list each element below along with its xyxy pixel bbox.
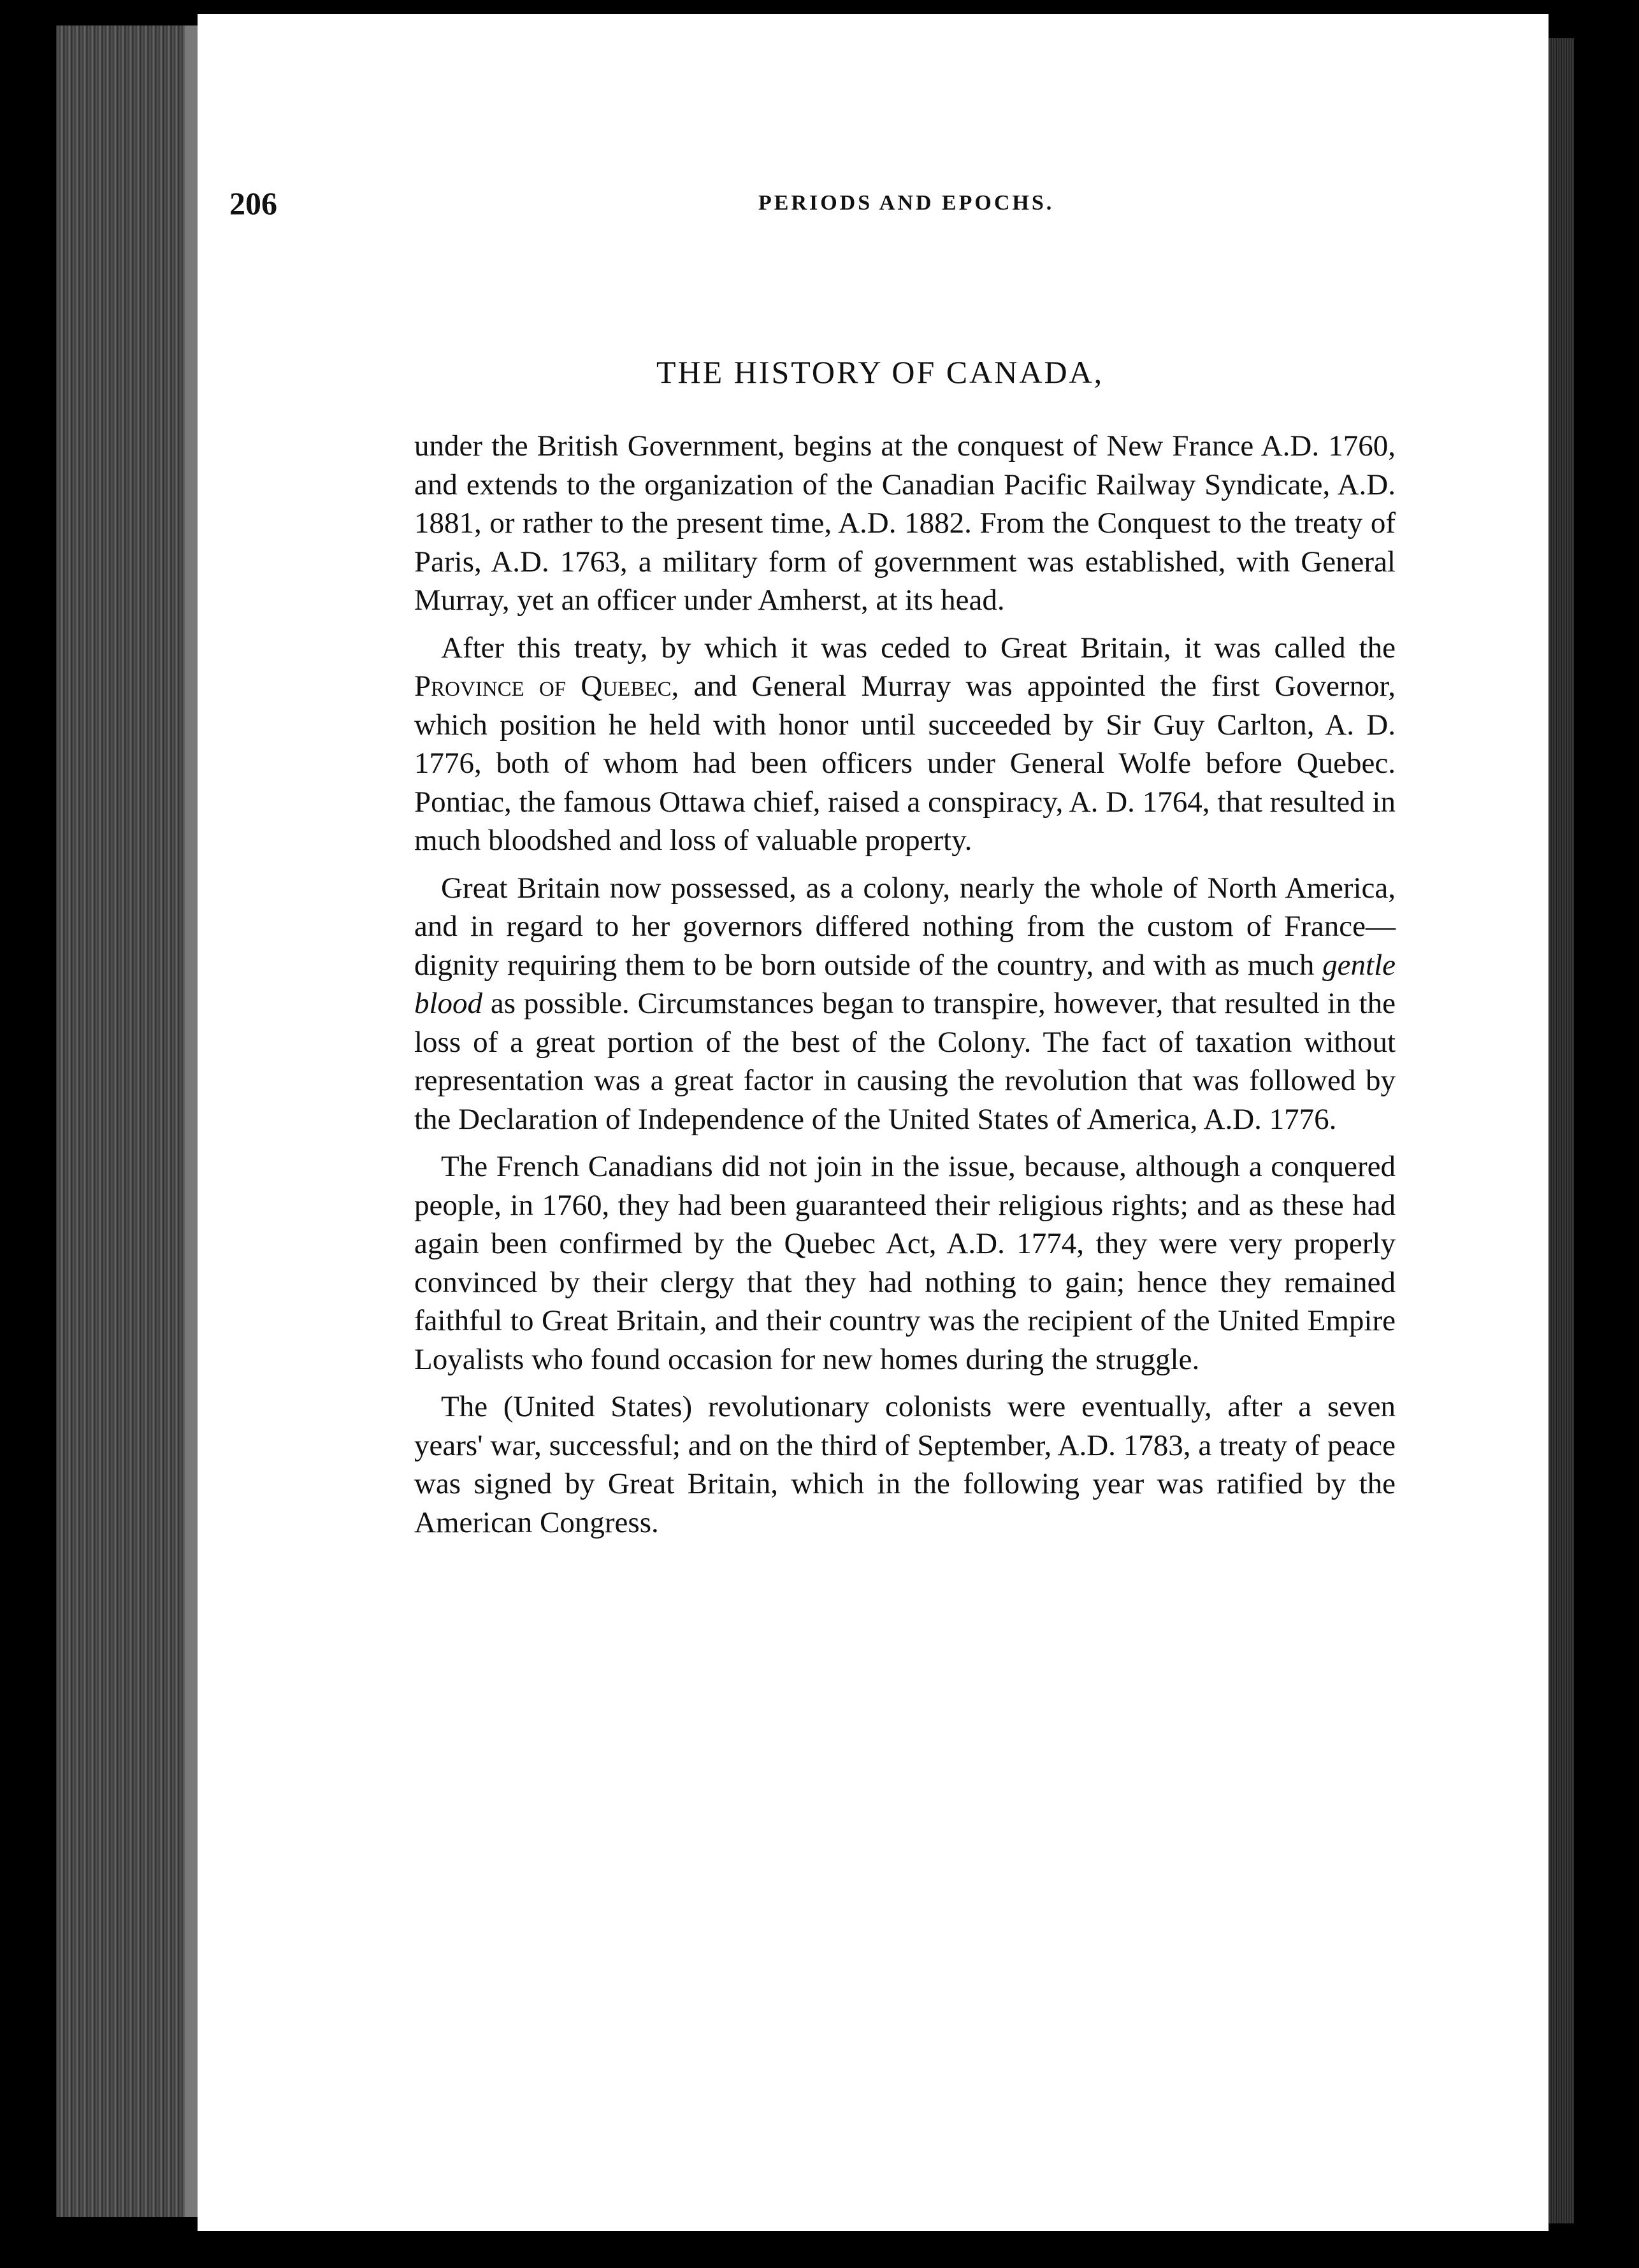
paragraph-2-end: , and General Murray was appointed the first Governor, which position he held with honor until succeeded by Sir Guy Carlton, A. D. 1776, both of whom had been officers under General Wolfe before Quebec. Pontiac, the famous Ottawa chief, raised a conspiracy, A. D. 1764, that resulted in much bloodshed and loss of valuable property. xyxy=(414,670,1396,857)
province-of-quebec: Province of Quebec xyxy=(414,670,672,703)
paragraph-4: The French Canadians did not join in the issue, because, although a conquered people, in 1760, they had been guaranteed their religious rights; and as these had again been confirmed by the Quebec Act, A.D. 1774, they were very properly convinced by their clergy that they had nothing to gain; hence they remained faithful to Great Britain, and their country was the recipient of the United Empire Loyalists who found occasion for new homes during the struggle. xyxy=(414,1150,1396,1376)
paragraph-3-end: as possible. Circumstances began to transpire, however, that resulted in the loss of a great portion of the best of the Colony. The fact of taxation without representation was a great factor in causing the revolution that was followed by the Declaration of Independence of the United States of America, A.D. 1776. xyxy=(414,987,1396,1136)
paragraph-5: The (United States) revolutionary colonists were eventually, after a seven years' war, successful; and on the third of September, A.D. 1783, a treaty of peace was signed by Great Britain, which in the following year was ratified by the American Congress. xyxy=(414,1390,1396,1539)
running-head-title: PERIODS AND EPOCHS. xyxy=(758,191,1055,215)
paragraph-2 xyxy=(414,629,1396,860)
paragraph-2-start: After this treaty, by which it was ceded to Great Britain, it was called the xyxy=(441,631,1396,664)
scan-background xyxy=(1574,0,1639,2268)
paragraph-1: under the British Government, begins at the conquest of New France A.D. 1760, and extends to the organization of the Canadian Pacific Railway Syndicate, A.D. 1881, or rather to the present time, A.D. 1882. From the Conquest to the treaty of Paris, A.D. 1763, a military form of government was established, with General Murray, yet an officer under Amherst, at its head. xyxy=(414,429,1396,617)
gentle-blood-italic: gentle blood xyxy=(414,948,1396,1020)
body-text xyxy=(414,427,1396,1551)
paragraph-3 xyxy=(414,869,1396,1139)
chapter-title: THE HISTORY OF CANADA, xyxy=(656,354,1104,390)
spine-edge xyxy=(185,25,198,2217)
paragraph-3-start: Great Britain now possessed, as a colony, nearly the whole of North America, and in regard to her governors differed nothing from the custom of France—dignity requiring them to be born outside of the country, and with as much xyxy=(414,871,1396,982)
book-spine xyxy=(56,25,203,2217)
running-head xyxy=(229,185,1096,229)
right-page-edge xyxy=(1549,38,1574,2223)
page-number: 206 xyxy=(229,185,277,221)
